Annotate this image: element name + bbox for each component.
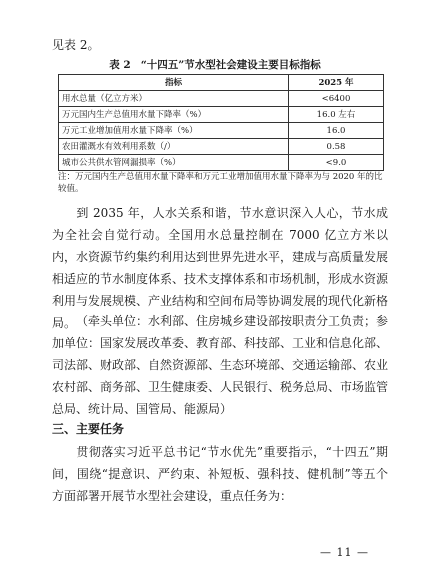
table-row bbox=[59, 155, 384, 171]
table-row bbox=[59, 139, 384, 155]
paragraph-text: 贯彻落实习近平总书记“节水优先”重要指示，“十四五”期间，围绕“提意识、严约束、补短板、强科技、健机制”等五个方面部署开展节水型社会建设，重点任务为： bbox=[52, 445, 388, 503]
paragraph-main-tasks bbox=[52, 441, 388, 507]
header-indicator: 指标 bbox=[59, 75, 289, 91]
paragraph-text: 到 2035 年，人水关系和谐，节水意识深入人心，节水成为全社会自觉行动。全国用水总量控制在 7000 亿立方米以内，水资源节约集约利用达到世界先进水平，建成与高质量发展相适应的节水制度体系、技术支撑体系和市场机制，形成水资源利用与发展规模、产业结构和空间布局等协调发展的现代化新格局。 bbox=[52, 206, 389, 330]
indicator-cell: 农田灌溉水有效利用系数（/） bbox=[59, 139, 289, 155]
indicator-cell: 城市公共供水管网漏损率（%） bbox=[59, 155, 289, 171]
table-row bbox=[59, 107, 384, 123]
table-note: 注：万元国内生产总值用水量下降率和万元工业增加值用水量下降率为与 2020 年的比较值。 bbox=[58, 172, 383, 194]
indicator-cell: 万元工业增加值用水量下降率（%） bbox=[59, 123, 289, 139]
value-cell: <6400 bbox=[289, 91, 384, 107]
page-number: — 11 — bbox=[320, 546, 369, 559]
table-number: 表 2 bbox=[109, 59, 131, 71]
indicator-cell: 用水总量（亿立方米） bbox=[59, 91, 289, 107]
table-header-row bbox=[59, 75, 384, 91]
paragraph-responsible-units bbox=[52, 310, 388, 420]
value-cell: 16.0 左右 bbox=[289, 107, 384, 123]
value-cell: 0.58 bbox=[289, 139, 384, 155]
table-row bbox=[59, 123, 384, 139]
table-row bbox=[59, 91, 384, 107]
table-title: “十四五”节水型社会建设主要目标指标 bbox=[140, 59, 321, 71]
table-caption bbox=[0, 57, 440, 72]
value-cell: 16.0 bbox=[289, 123, 384, 139]
indicator-cell: 万元国内生产总值用水量下降率（%） bbox=[59, 107, 289, 123]
paragraph-text: （牵头单位：水利部、住房城乡建设部按职责分工负责；参加单位：国家发展改革委、教育部、科技部、工业和信息化部、司法部、财政部、自然资源部、生态环境部、交通运输部、农业农村部、商务部、卫生健康委、人民银行、税务总局、市场监管总局、统计局、国管局、能源局） bbox=[52, 314, 389, 416]
header-2025: 2025 年 bbox=[289, 75, 384, 91]
value-cell: <9.0 bbox=[289, 155, 384, 171]
targets-table bbox=[58, 74, 384, 171]
section-heading: 三、主要任务 bbox=[52, 422, 125, 436]
lead-text: 见表 2。 bbox=[52, 38, 100, 52]
